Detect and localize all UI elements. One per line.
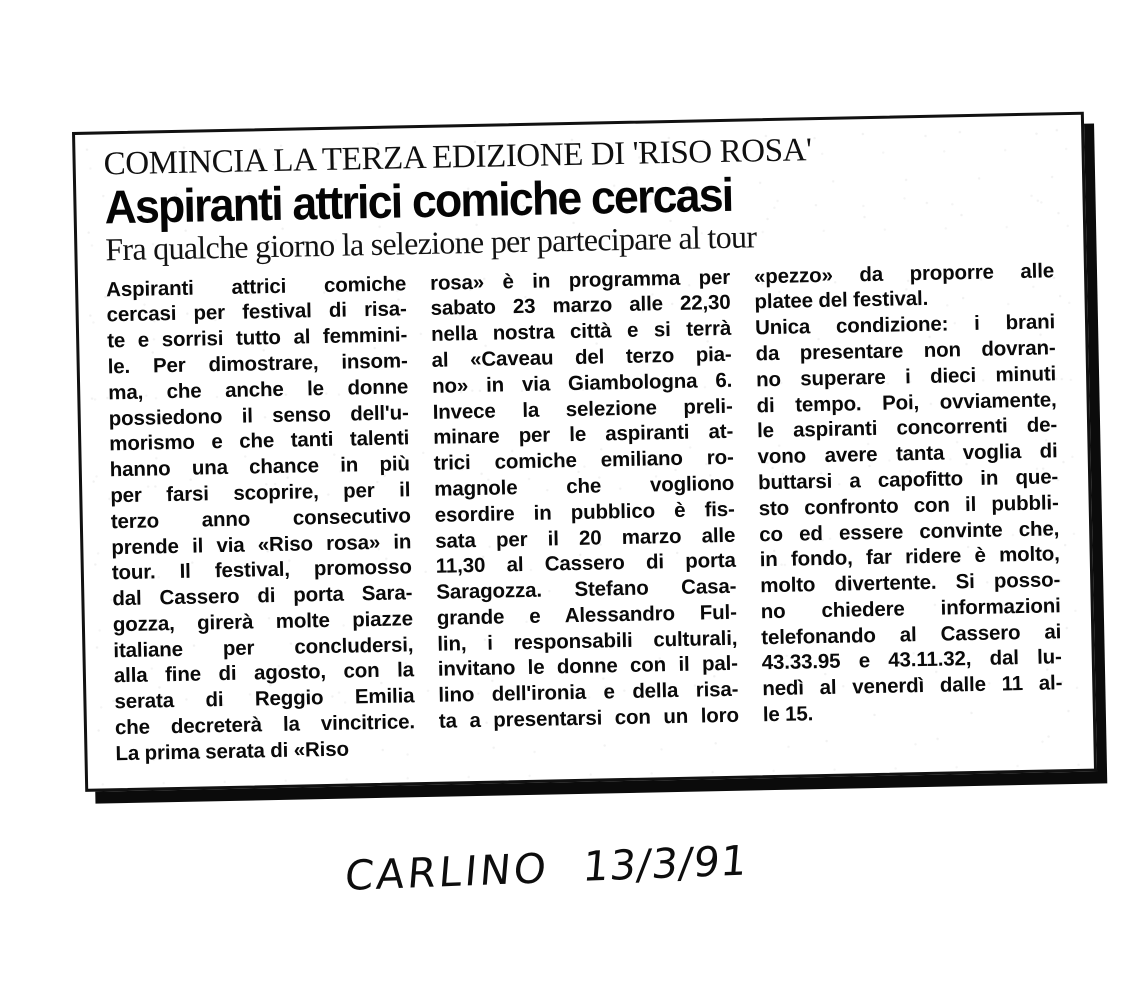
annotation-date: 13/3/91 [580, 836, 750, 891]
body-line: cercasi per festival di risa- [106, 297, 407, 327]
handwritten-annotation [343, 836, 750, 900]
body-line: lino dell'ironia e della risa- [438, 678, 739, 708]
body-line: 43.33.95 e 43.11.32, dal lu- [761, 645, 1062, 675]
body-line: prende il via «Riso rosa» in [111, 529, 412, 559]
body-line: alla fine di agosto, con la [113, 658, 415, 688]
article-column-3 [754, 258, 1064, 754]
body-line: per farsi scoprire, per il [110, 478, 411, 508]
body-line: esordire in pubblico è fis- [434, 497, 735, 527]
body-line: grande e Alessandro Ful- [436, 600, 738, 630]
body-line: no» in via Giambologna 6. [431, 368, 733, 398]
body-line: hanno una chance in più [109, 452, 410, 482]
body-line: vono avere tanta voglia di [757, 439, 1058, 469]
clipping-content [103, 129, 1075, 767]
body-line: te e sorrisi tutto al femmini- [106, 323, 408, 353]
body-line: da presentare non dovran- [755, 336, 1056, 366]
body-line: sata per il 20 marzo alle [435, 523, 736, 553]
clipping-sheet [72, 112, 1097, 792]
body-line: le. Per dimostrare, insom- [107, 349, 408, 379]
body-line: platee del festival. [754, 287, 929, 314]
article-column-1 [106, 271, 416, 767]
body-line: terzo anno consecutivo [110, 503, 411, 534]
body-line: sto confronto con il pubbli- [758, 490, 1059, 520]
body-line: rosa» è in programma per [429, 265, 731, 295]
body-line: dal Cassero di porta Sara- [112, 581, 413, 611]
body-line: al «Caveau del terzo pia- [431, 342, 732, 372]
body-line: Saragozza. Stefano Casa- [436, 574, 737, 604]
article-headline: Aspiranti attrici comiche cercasi [103, 167, 733, 234]
body-line: no superare i dieci minuti [755, 362, 1057, 392]
body-line: magnole che vogliono [434, 471, 735, 501]
body-line: italiane per concludersi, [113, 632, 414, 662]
article-subheadline: Fra qualche giorno la selezione per partecipare al tour [104, 218, 757, 268]
body-line: co ed essere convinte che, [758, 516, 1060, 546]
body-line: buttarsi a capofitto in que- [757, 465, 1059, 495]
body-line: nedì al venerdì dalle 11 al- [762, 671, 1063, 701]
body-line: ta a presentarsi con un loro [438, 703, 740, 733]
body-line: Invece la selezione preli- [432, 394, 733, 424]
body-line: morismo e che tanti talenti [109, 426, 410, 456]
body-line: di tempo. Poi, ovviamente, [756, 387, 1057, 417]
body-line: serata di Reggio Emilia [114, 684, 415, 714]
body-line: ma, che anche le donne [108, 375, 409, 405]
body-line: tour. Il festival, promosso [111, 555, 413, 585]
body-line: minare per le aspiranti at- [432, 420, 734, 450]
annotation-source: CARLINO [342, 844, 551, 901]
article-body [106, 258, 1076, 767]
body-line: nella nostra città e si terrà [430, 316, 732, 346]
body-line: invitano le donne con il pal- [437, 652, 739, 682]
body-line: Aspiranti attrici comiche [105, 271, 407, 301]
body-line: possiedono il senso dell'u- [108, 400, 409, 430]
body-line: sabato 23 marzo alle 22,30 [430, 291, 731, 321]
body-line: lin, i responsabili culturali, [437, 626, 738, 656]
body-line: telefonando al Cassero ai [761, 619, 1062, 649]
newspaper-clipping [72, 112, 1097, 792]
body-line: le aspiranti concorrenti de- [756, 413, 1058, 443]
body-line: molto divertente. Si posso- [760, 568, 1061, 598]
body-line: Unica condizione: i brani [754, 310, 1056, 340]
body-line: trici comiche emiliano ro- [433, 445, 734, 475]
body-line: «pezzo» da proporre alle [753, 258, 1055, 288]
body-line: le 15. [762, 702, 814, 727]
body-line: in fondo, far ridere è molto, [759, 542, 1060, 572]
article-column-2 [430, 264, 740, 760]
body-line: che decreterà la vincitrice. [114, 710, 416, 740]
body-line: 11,30 al Cassero di porta [435, 549, 736, 579]
body-line: no chiedere informazioni [760, 594, 1061, 624]
body-line: gozza, girerà molte piazze [112, 607, 414, 637]
body-line: La prima serata di «Riso [115, 737, 350, 766]
article-kicker: COMINCIA LA TERZA EDIZIONE DI 'RISO ROSA' [103, 132, 812, 183]
